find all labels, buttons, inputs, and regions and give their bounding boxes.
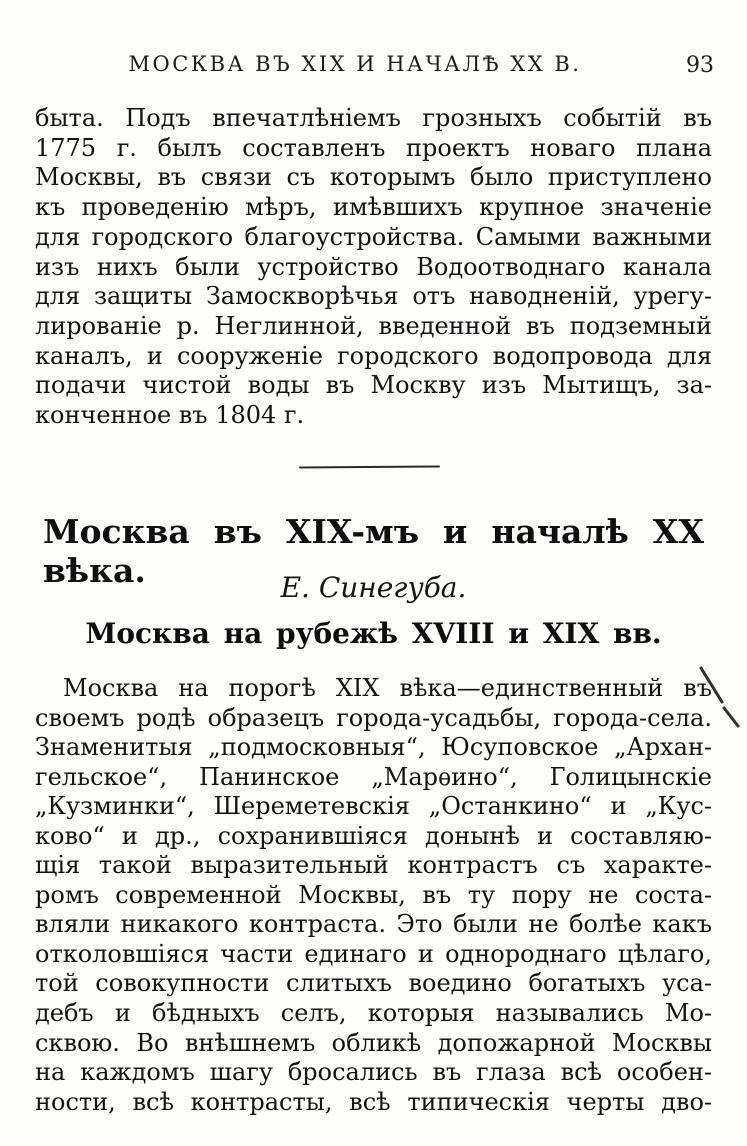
section-divider [299,466,440,469]
text-line: дебъ и бѣдныхъ селъ, которыя назывались Мо- [35,999,712,1028]
text-line: Знаменитыя „подмосковныя“, Юсуповское „Архан- [35,733,712,762]
text-line: своемъ родѣ образецъ города-усадьбы, города-села. [35,703,712,732]
text-line: конченное въ 1804 г. [35,401,305,430]
running-header: МОСКВА ВЪ XIX И НАЧАЛѢ XX В. [128,52,582,76]
text-line: 1775 г. былъ составленъ проектъ новаго плана [35,133,712,162]
text-line: для защиты Замоскворѣчья отъ наводненій, урегу- [35,282,712,311]
text-line: ково“ и др., сохранившіяся донынѣ и составляю- [35,821,712,850]
text-line: на каждомъ шагу бросались въ глаза всѣ особен- [35,1058,712,1087]
text-line: ности, всѣ контрасты, всѣ типическія черты дво- [35,1087,712,1116]
text-line: гельское“, Панинское „Марѳино“, Голицынскіе [35,762,712,791]
author-byline: Е. Синегуба. [280,571,467,604]
text-line: „Кузминки“, Шереметевскія „Останкино“ и „Кус- [35,792,712,821]
text-line: къ проведенію мѣръ, имѣвшихъ крупное значеніе [35,193,712,222]
chapter-subtitle: Москва на рубежѣ XVIII и XIX вв. [85,617,662,650]
text-line: вляли никакого контраста. Это были не болѣе какъ [35,910,712,939]
text-line: Москва на порогѣ XIX вѣка—единственный въ [63,674,712,702]
text-line: ромъ современной Москвы, въ ту пору не соста- [35,880,712,909]
text-line: сквою. Во внѣшнемъ обликѣ допожарной Москвы [35,1028,712,1057]
text-line: щія такой выразительный контрастъ съ характе- [35,851,712,880]
text-line: лированіе р. Неглинной, введенной въ подземный [35,311,712,340]
body-paragraph [35,674,712,1117]
text-line: изъ нихъ были устройство Водоотводнаго канала [35,252,712,281]
opening-paragraph [35,104,712,431]
text-line: быта. Подъ впечатлѣніемъ грозныхъ событій въ [35,104,712,132]
article-title: Москва въ XIX-мъ и началѣ XX вѣка. [43,512,704,590]
text-line: для городского благоустройства. Самыми важными [35,222,712,251]
page-number: 93 [686,53,714,78]
margin-pencil-mark [693,662,746,735]
text-line: той совокупности слитыхъ воедино богатыхъ уса- [35,969,712,998]
text-line: каналъ, и сооруженіе городского водопровода для [35,341,712,370]
text-line: Москвы, въ связи съ которымъ было приступлено [35,163,712,192]
text-line: отколовшіяся части единаго и однороднаго цѣлаго, [35,939,712,968]
text-line: подачи чистой воды въ Москву изъ Мытищъ, за- [35,371,712,400]
